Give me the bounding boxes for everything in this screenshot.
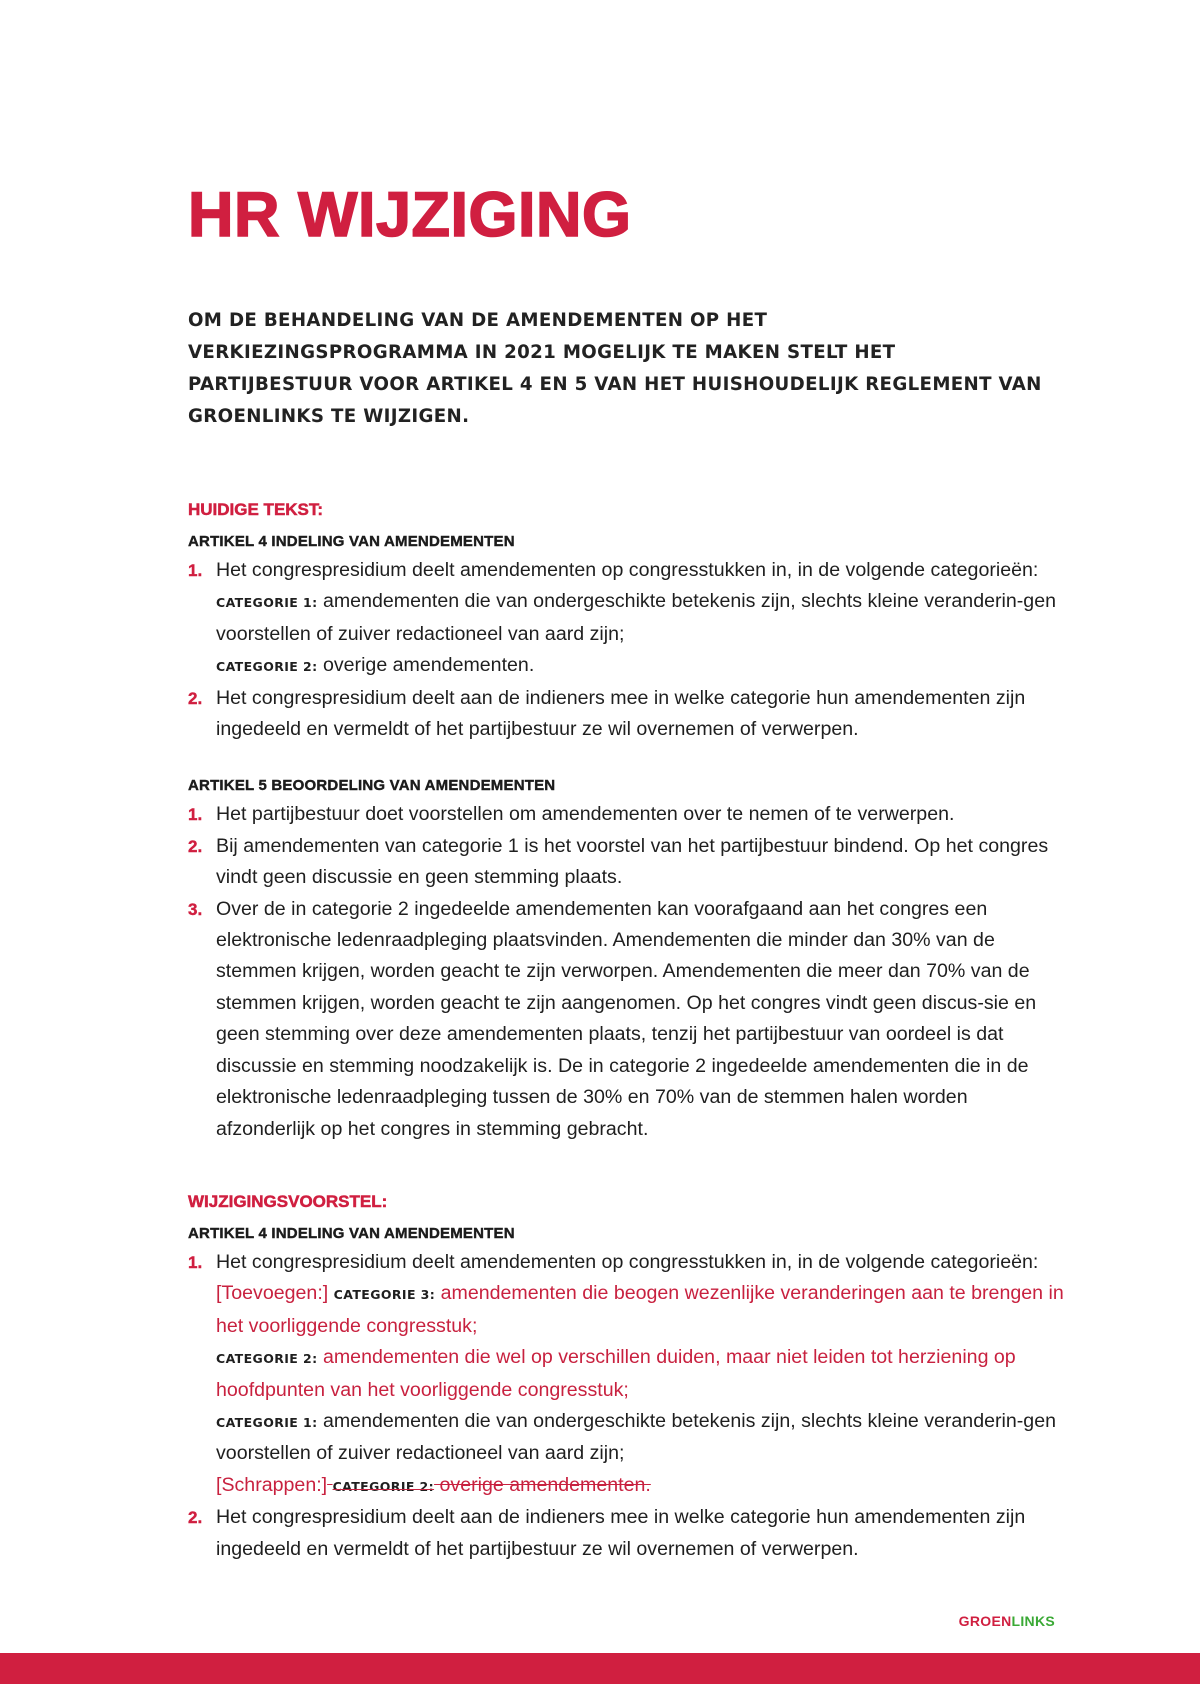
category-label: CATEGORIE 3: xyxy=(333,1287,436,1303)
list-item xyxy=(188,555,1068,683)
category-text: overige amendementen. xyxy=(322,654,535,677)
item-number: 3. xyxy=(188,899,203,919)
category-text: amendementen die wel op verschillen duiden, maar niet leiden tot herziening op hoofdpunten van het voorliggende congresstuk; xyxy=(216,1346,1016,1401)
footer-bar xyxy=(0,1653,1200,1684)
item-text: Het congrespresidium deelt aan de indieners mee in welke categorie hun amendementen zijn ingedeeld en vermeldt of het partijbestuur ze wil overnemen of verwerpen. xyxy=(216,1506,1026,1560)
current-text-label: HUIDIGE TEKST: xyxy=(188,500,324,519)
delete-tag: [Schrappen:] xyxy=(216,1473,328,1496)
category-text: overige amendementen. xyxy=(439,1473,651,1496)
category-label: CATEGORIE 1: xyxy=(216,595,318,611)
list-item xyxy=(188,799,1068,830)
category-text: amendementen die van ondergeschikte betekenis zijn, slechts kleine veranderin-gen voorstellen of zuiver redactioneel van aard zijn; xyxy=(216,1410,1056,1465)
item-number: 1. xyxy=(188,1253,203,1272)
item-text: Het partijbestuur doet voorstellen om amendementen over te nemen of te verwerpen. xyxy=(216,803,955,826)
add-tag: [Toevoegen:] xyxy=(216,1282,329,1305)
proposal-article-4-list xyxy=(188,1247,1068,1565)
list-item xyxy=(188,1502,1068,1565)
list-item xyxy=(188,1247,1068,1502)
item-text: Het congrespresidium deelt aan de indieners mee in welke categorie hun amendementen zijn ingedeeld en vermeldt of het partijbestuur ze wil overnemen of verwerpen. xyxy=(216,686,1026,741)
item-number: 2. xyxy=(188,688,203,708)
list-item xyxy=(188,683,1068,746)
category-text: amendementen die beogen wezenlijke veranderingen aan te brengen in het voorliggende congresstuk; xyxy=(216,1282,1064,1337)
item-number: 1. xyxy=(188,805,203,825)
category-text: amendementen die van ondergeschikte betekenis zijn, slechts kleine veranderin-gen voorstellen of zuiver redactioneel van aard zijn; xyxy=(216,590,1056,645)
category-label: CATEGORIE 2: xyxy=(216,1351,318,1367)
list-item xyxy=(188,831,1068,894)
article-4-heading: ARTIKEL 4 INDELING VAN AMENDEMENTEN xyxy=(188,533,515,550)
category-label: CATEGORIE 2: xyxy=(332,1478,435,1494)
item-text: Het congrespresidium deelt amendementen op congresstukken in, in de volgende categorieën: xyxy=(216,559,1039,581)
added-category-line xyxy=(216,1342,1068,1406)
item-number: 2. xyxy=(188,836,203,856)
added-category-line xyxy=(216,1278,1068,1342)
current-text-section xyxy=(188,500,1068,1145)
intro-paragraph: OM DE BEHANDELING VAN DE AMENDEMENTEN OP HET VERKIEZINGSPROGRAMMA IN 2021 MOGELIJK TE MAKEN STELT HET PARTIJBESTUUR VOOR ARTIKEL 4 EN 5 VAN HET HUISHOUDELIJK REGLEMENT VAN GROENLINKS TE WIJZIGEN. xyxy=(188,310,1042,427)
category-label: CATEGORIE 2: xyxy=(216,659,318,675)
category-label: CATEGORIE 1: xyxy=(216,1415,318,1431)
proposal-section xyxy=(188,1192,1068,1565)
item-text: Over de in categorie 2 ingedeelde amendementen kan voorafgaand aan het congres een elektronische ledenraadpleging plaatsvinden. Amendementen die minder dan 30% van de stemmen krijgen, worden geacht te zijn verworpen. Amendementen die meer dan 70% van de stemmen krijgen, worden geacht te zijn aangenomen. Op het congres vindt geen discus-sie en geen stemming over deze amendementen plaats, tenzij het partijbestuur van oordeel is dat discussie en stemming noodzakelijk is. De in categorie 2 ingedeelde amendementen die in de elektronische ledenraadpleging tussen de 30% en 70% van de stemmen halen worden afzonderlijk op het congres in stemming gebracht. xyxy=(216,897,1037,1140)
article-5-list xyxy=(188,799,1068,1144)
article-5-heading: ARTIKEL 5 BEOORDELING VAN AMENDEMENTEN xyxy=(188,777,556,795)
article-4-heading: ARTIKEL 4 INDELING VAN AMENDEMENTEN xyxy=(188,1225,515,1242)
item-text: Het congrespresidium deelt amendementen op congresstukken in, in de volgende categorieën: xyxy=(216,1251,1039,1273)
article-4-list xyxy=(188,555,1068,745)
deleted-category-line xyxy=(216,1470,1068,1502)
groenlinks-logo: GROENLINKS xyxy=(958,1613,1055,1629)
item-text: Bij amendementen van categorie 1 is het voorstel van het partijbestuur bindend. Op het congres vindt geen discussie en geen stemming plaats. xyxy=(216,834,1049,889)
item-number: 2. xyxy=(188,1508,203,1528)
item-number: 1. xyxy=(188,561,203,580)
category-line xyxy=(216,1406,1068,1470)
category-line xyxy=(216,586,1068,650)
list-item xyxy=(188,894,1068,1145)
proposal-label: WIJZIGINGSVOORSTEL: xyxy=(188,1192,388,1211)
page-title: HR WIJZIGING xyxy=(188,180,632,250)
category-line xyxy=(216,650,1068,682)
